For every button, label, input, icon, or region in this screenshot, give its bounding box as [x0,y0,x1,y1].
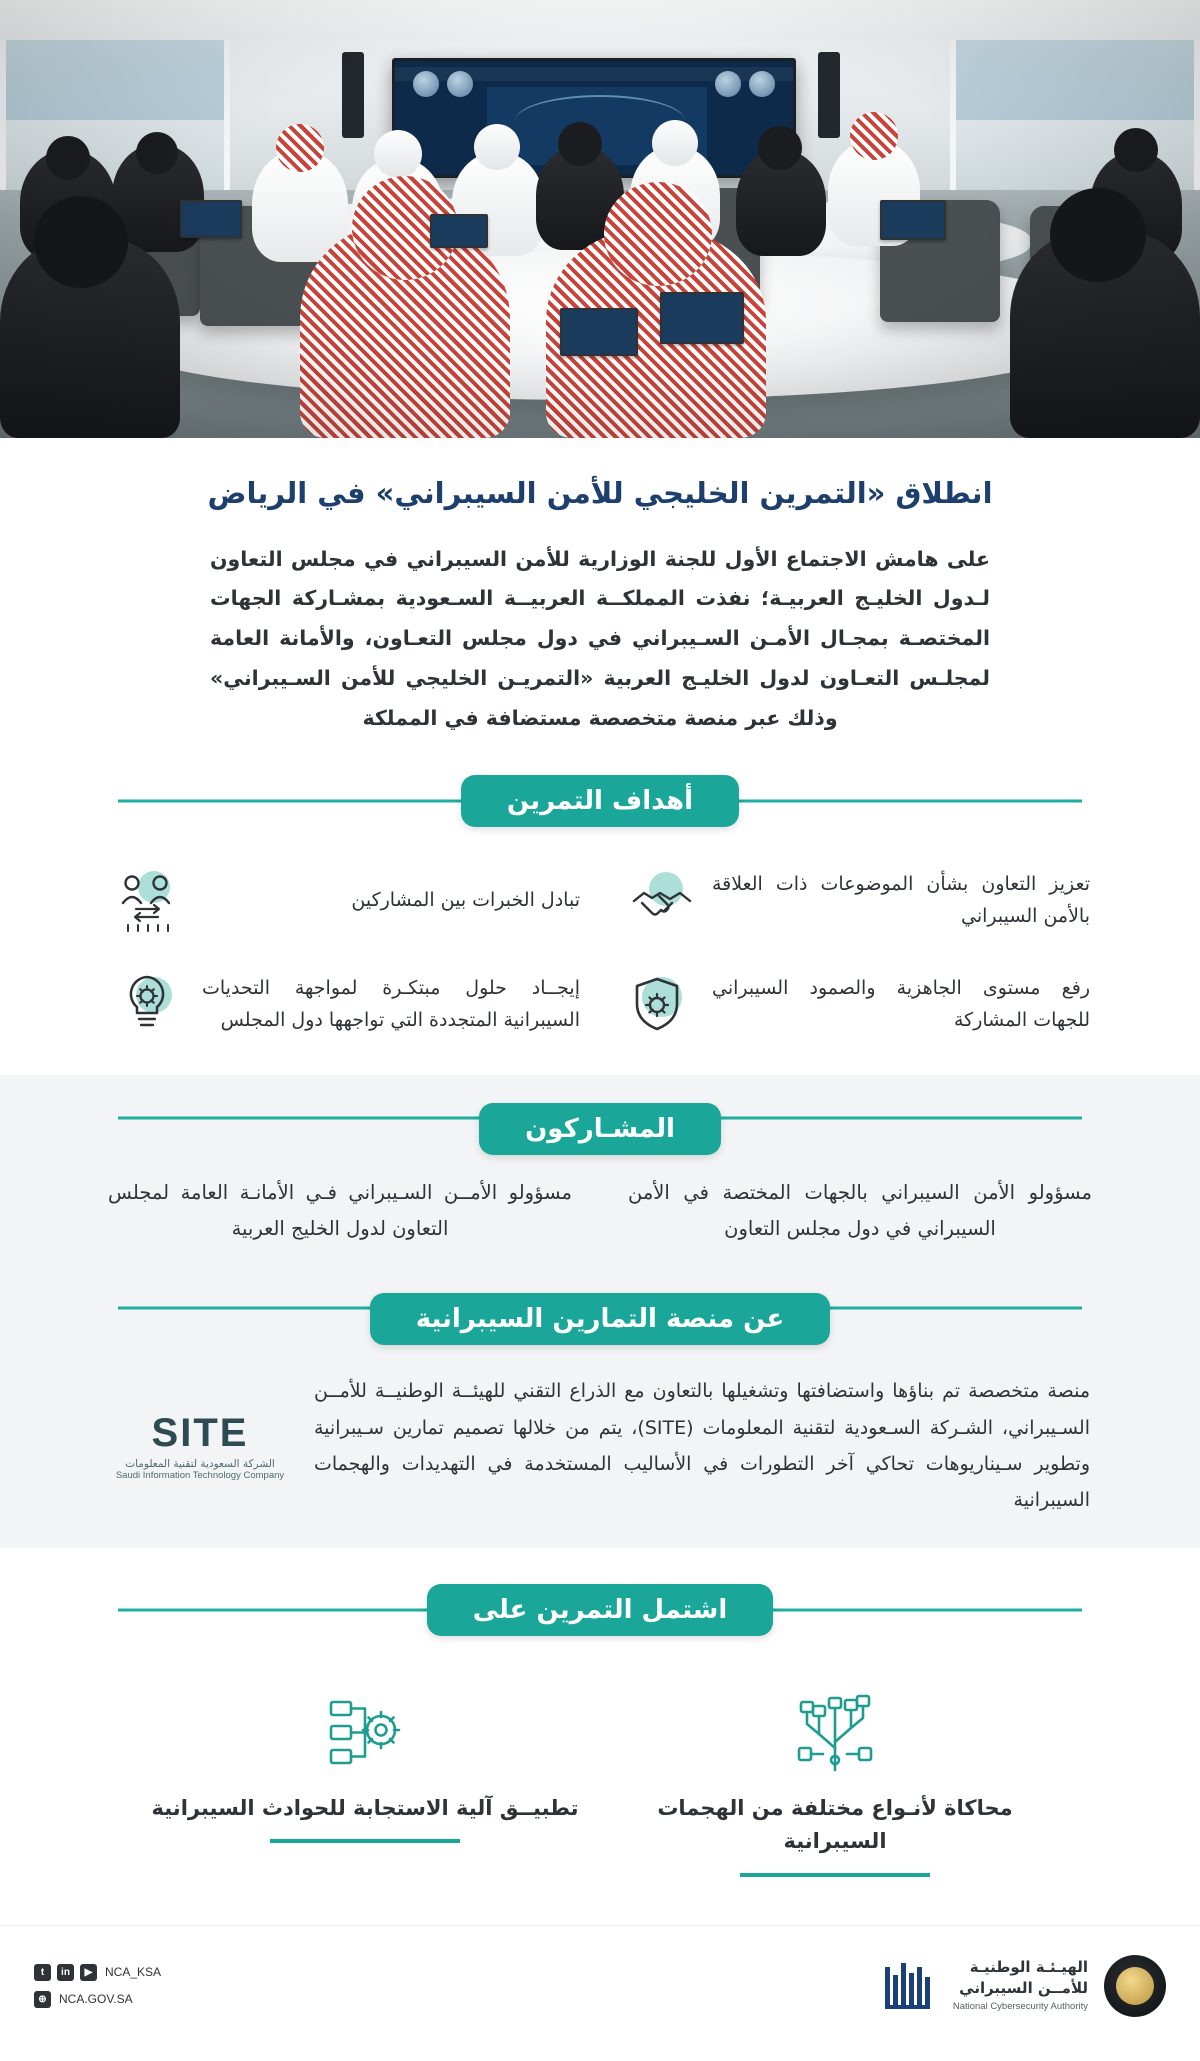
included-grid [0,1646,1200,1877]
circuit-tree-icon [620,1692,1050,1778]
included-item [620,1692,1050,1877]
site-logo-arabic: الشركة السعودية لتقنية المعلومات [125,1457,275,1470]
social-block [34,1964,161,2008]
flowchart-gear-icon [150,1692,580,1778]
participants-grid [0,1161,1200,1247]
nca-logo-icon [883,1961,937,2011]
website-url: NCA.GOV.SA [59,1992,133,2007]
participant-group: مسؤولو الأمن السيبراني بالجهات المختصة في الأمن السيبراني في دول مجلس التعاون [628,1181,1092,1241]
hero-photo [0,0,1200,438]
intro-section [0,472,1200,739]
included-underline [740,1873,930,1877]
youtube-icon[interactable]: ▶ [80,1964,97,1981]
goal-text: رفع مستوى الجاهزية والصمود السيبراني للجهات المشاركة [712,977,1090,1032]
lightbulb-gear-icon [110,967,184,1041]
goal-item [620,967,1090,1041]
participants-band [0,1075,1200,1161]
participants-title: المشـاركون [479,1103,721,1155]
platform-band [0,1265,1200,1351]
site-logo-name: SITE [151,1410,249,1455]
goals-band [0,765,1200,837]
participant-group: مسؤولو الأمــن السـيبراني فـي الأمانـة العامة لمجلس التعاون لدول الخليج العربية [108,1181,572,1241]
page-footer [0,1925,1200,2045]
goal-text: تبادل الخبرات بين المشاركين [351,889,580,912]
goals-title: أهداف التمرين [461,775,739,827]
gcc-emblem-inner [1116,1967,1154,2005]
exchange-people-icon [110,863,184,937]
included-item [150,1692,580,1877]
goals-grid [0,837,1200,1041]
handshake-icon [620,863,694,937]
linkedin-icon[interactable]: in [57,1964,74,1981]
included-caption: تطبيــق آلية الاستجابة للحوادث السيبرانية [151,1795,579,1820]
included-caption: محاكاة لأنـواع مختلفة من الهجمات السيبرانية [657,1795,1013,1854]
included-band [0,1574,1200,1646]
shield-gear-icon [620,967,694,1041]
included-title: اشتمل التمرين على [427,1584,774,1636]
page-title: انطلاق «التمرين الخليجي للأمن السيبراني» في الرياض [207,476,993,510]
footer-brands [883,1955,1166,2017]
participants-section [0,1075,1200,1548]
goal-item [110,863,580,937]
site-logo-english: Saudi Information Technology Company [115,1469,285,1481]
social-icons[interactable] [34,1964,97,1981]
nca-line-1: الهيـئـة الوطنيـة [969,1958,1088,1977]
globe-icon[interactable]: ⊕ [34,1991,51,2008]
nca-wordmark [953,1957,1088,2013]
site-logo [110,1411,290,1481]
social-handle-row[interactable] [34,1964,161,1981]
goal-item [110,967,580,1041]
platform-text: منصة متخصصة تم بناؤها واستضافتها وتشغيلها بالتعاون مع الذراع التقني للهيئــة الوطنيــة للأمــن السـيبراني، الشـركة السـعودية لتقنية المعلومات (SITE)، يتم من خلالها تصميم تمارين سـيبرانية وتطوير سـيناريوهات تحاكي آخر التطورات في الأساليب المستخدمة في التهديدات والهجمات السيبرانية [314,1380,1091,1511]
photo-vignette [0,0,1200,438]
platform-content [0,1351,1200,1517]
twitter-icon[interactable]: t [34,1964,51,1981]
social-handle: NCA_KSA [105,1965,162,1980]
goal-text: تعزيز التعاون بشأن الموضوعات ذات العلاقة بالأمن السيبراني [712,873,1090,928]
platform-title: عن منصة التمارين السيبرانية [370,1293,831,1345]
website-row[interactable] [34,1991,161,2008]
included-underline [270,1839,460,1843]
gcc-emblem-icon [1104,1955,1166,2017]
nca-line-2: للأمــن السيبراني [959,1978,1088,1997]
goal-item [620,863,1090,937]
goal-text: إيجــاد حلول مبتكـرة لمواجهة التحديات السيبرانية المتجددة التي تواجهها دول المجلس [202,977,580,1032]
nca-line-english: National Cybersecurity Authority [952,2000,1088,2012]
lead-paragraph: على هامش الاجتماع الأول للجنة الوزارية للأمن السيبراني في مجلس التعاون لـدول الخليـج العربيـة؛ نفذت المملكــة العربيــة السـعودية بمشـاركة الجهات المختصـة بمجـال الأمـن السـيبراني في دول مجلس التعـاون، والأمانة العامة لمجلـس التعـاون لدول الخليـج العربية «التمريـن الخليجي للأمن السـيبراني» وذلك عبر منصة متخصصة مستضافة في المملكة [210,546,990,731]
